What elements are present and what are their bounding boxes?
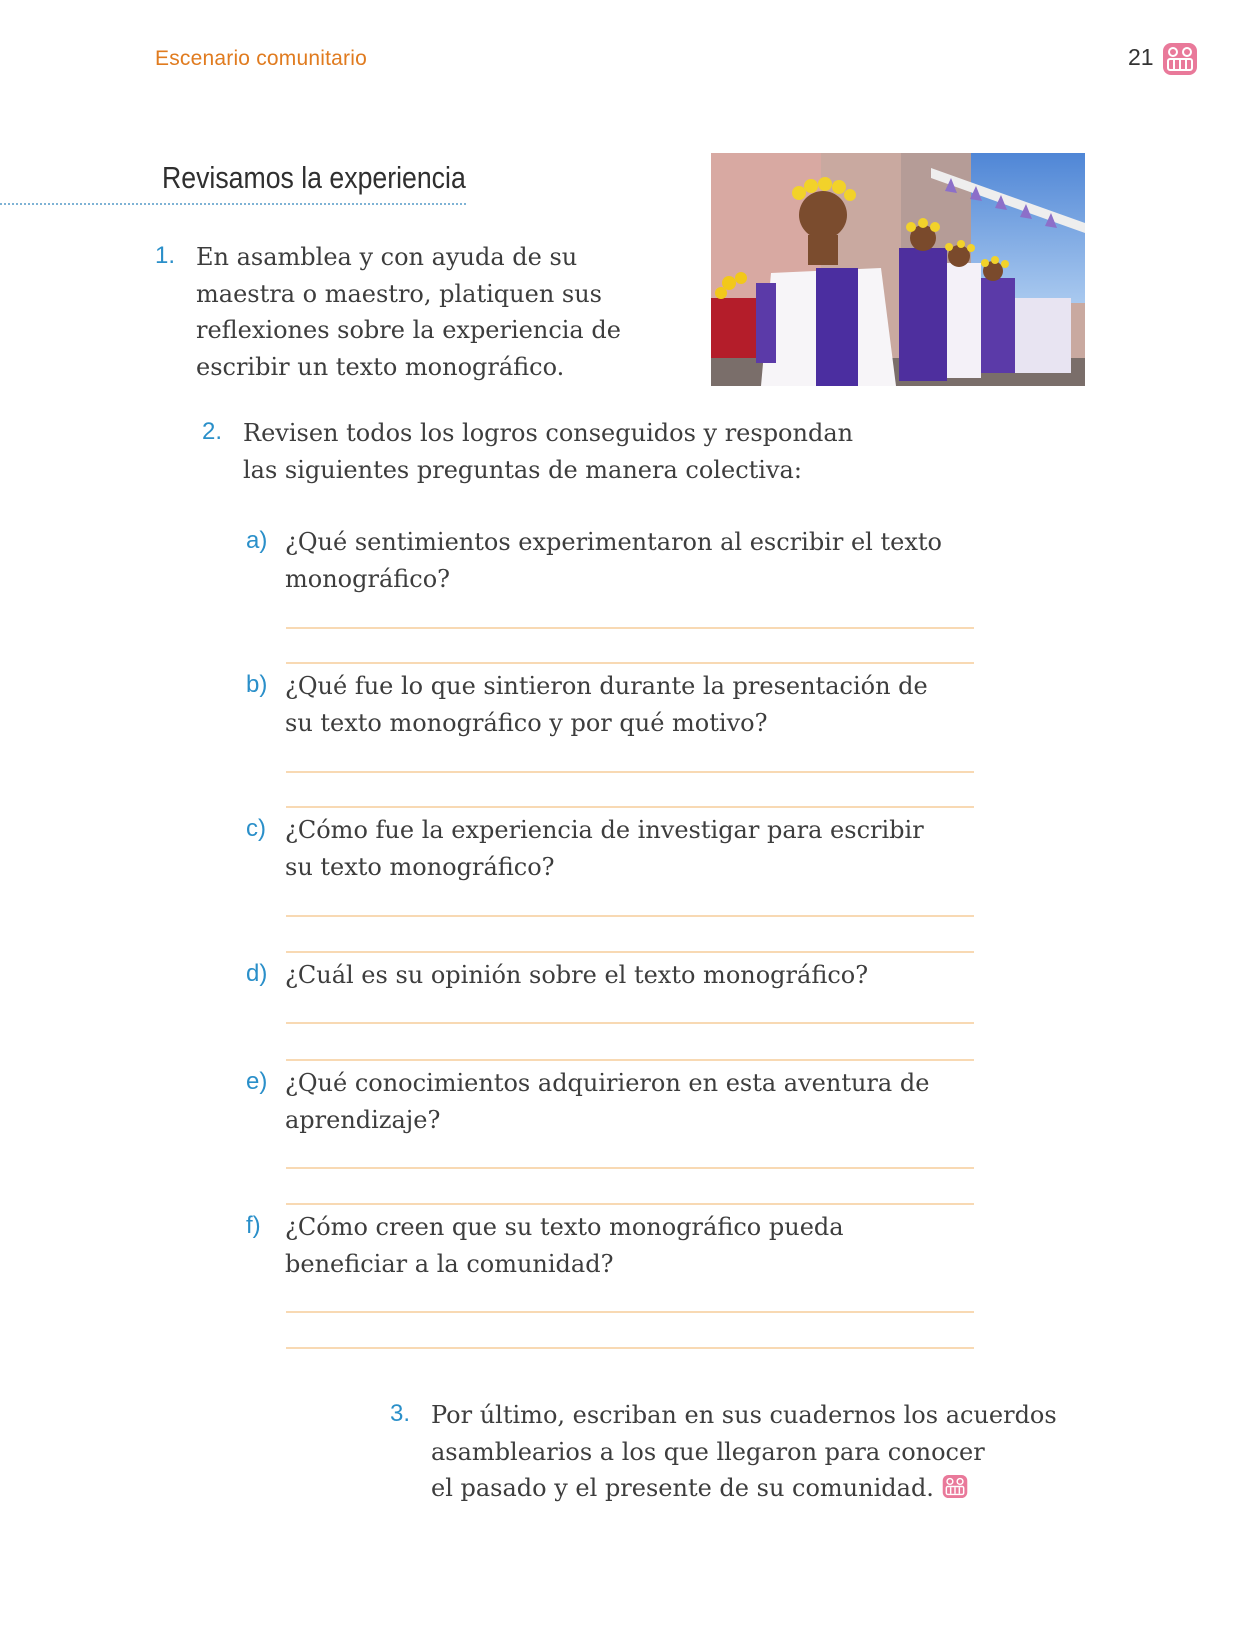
item-1-text: En asamblea y con ayuda de su maestra o maestro, platiquen sus reflexiones sobre la experiencia de escribir un texto monográfico. <box>196 243 621 381</box>
question-letter: f) <box>246 1212 261 1239</box>
page-number: 21 <box>1128 44 1154 70</box>
question-letter: e) <box>246 1068 268 1095</box>
campus-glyph-icon <box>1162 42 1198 76</box>
answer-line[interactable] <box>286 1347 974 1349</box>
question-letter: a) <box>246 527 268 554</box>
section-label: Escenario comunitario <box>155 47 367 70</box>
answer-line[interactable] <box>286 662 974 664</box>
item-2-text: Revisen todos los logros conseguidos y respondan las siguientes preguntas de manera colectiva: <box>243 419 854 484</box>
question-letter: b) <box>246 671 268 698</box>
answer-line[interactable] <box>286 627 974 629</box>
answer-line[interactable] <box>286 915 974 917</box>
question-text: ¿Cómo fue la experiencia de investigar para escribir su texto monográfico? <box>285 816 924 881</box>
question-text: ¿Cuál es su opinión sobre el texto monográfico? <box>285 961 869 989</box>
answer-line[interactable] <box>286 806 974 808</box>
answer-line[interactable] <box>286 1167 974 1169</box>
procession-photo <box>711 153 1085 386</box>
answer-line[interactable] <box>286 1311 974 1313</box>
question-text: ¿Qué sentimientos experimentaron al escribir el texto monográfico? <box>285 528 942 593</box>
section-title: Revisamos la experiencia <box>162 160 466 195</box>
question-text: ¿Cómo creen que su texto monográfico pueda beneficiar a la comunidad? <box>285 1213 844 1278</box>
answer-line[interactable] <box>286 771 974 773</box>
question-text: ¿Qué fue lo que sintieron durante la presentación de su texto monográfico y por qué motivo? <box>285 672 928 737</box>
item-2-number: 2. <box>202 418 223 445</box>
answer-line[interactable] <box>286 1022 974 1024</box>
question-letter: c) <box>246 815 266 842</box>
answer-line[interactable] <box>286 1203 974 1205</box>
answer-line[interactable] <box>286 951 974 953</box>
campus-glyph-icon <box>942 1474 968 1499</box>
item-3-number: 3. <box>390 1400 411 1427</box>
item-1-number: 1. <box>155 242 176 269</box>
question-text: ¿Qué conocimientos adquirieron en esta aventura de aprendizaje? <box>285 1069 930 1134</box>
answer-line[interactable] <box>286 1059 974 1061</box>
question-letter: d) <box>246 960 268 987</box>
item-3-text: Por último, escriban en sus cuadernos los acuerdos asamblearios a los que llegaron para conocer el pasado y el presente de su comunidad. <box>431 1401 1057 1502</box>
title-divider <box>0 203 466 205</box>
